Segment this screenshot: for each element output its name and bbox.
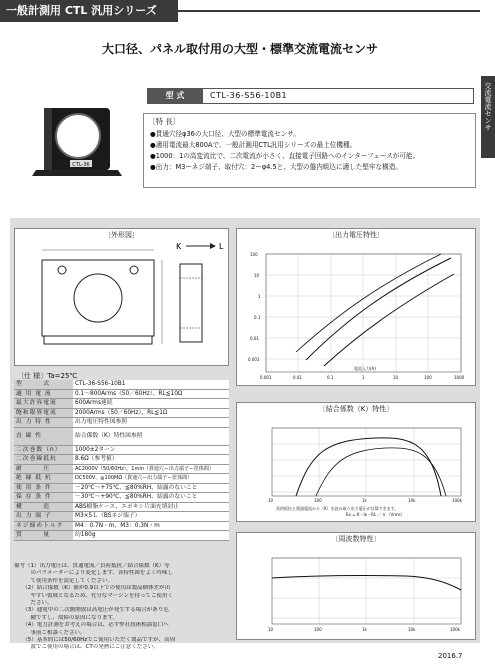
spec-key: 出 力 特 性 xyxy=(14,418,73,428)
spec-key: 質 量 xyxy=(14,531,73,541)
table-row xyxy=(14,399,229,409)
side-label: 交流電流センサ xyxy=(484,82,492,131)
note-line: （4）電力計測をお考えの場合は、必ず弊社技術相談窓口へ xyxy=(14,622,169,629)
table-row xyxy=(14,445,229,455)
note-line: （3）通電中の二次側開放は高電圧が発生する場合があり危 xyxy=(14,607,169,614)
note-line: 備考（1）出力電圧は、貫通電流／負荷抵抗／結合係数（K）等 xyxy=(14,563,170,569)
spec-value: 600Arms連続 xyxy=(73,399,229,409)
x-tick: 1000 xyxy=(454,375,465,380)
y-tick: 0.001 xyxy=(248,357,260,362)
table-row xyxy=(14,483,229,493)
table-row xyxy=(14,380,229,389)
note-line: やすい領域となるため、充分なマージンを持ってご使用く xyxy=(14,592,174,599)
note-line: （5）基本的には50/60Hzでご使用いただく製品ですが、高周 xyxy=(14,637,176,644)
table-row xyxy=(14,474,229,484)
spec-key: 構 造 xyxy=(14,502,73,512)
spec-title: 〔仕 様〕Ta=25℃ xyxy=(17,372,78,380)
chart-caption: Eo = K・Io・RL ／ n （Vrms） xyxy=(346,512,405,517)
spec-value: 約180g xyxy=(73,531,229,541)
x-tick: 10 xyxy=(268,498,274,503)
x-tick: 1k xyxy=(362,627,367,632)
table-row xyxy=(14,427,229,445)
page-title: 大口径、パネル取付用の大型・標準交流電流センサ xyxy=(101,42,378,56)
spec-key: 適 用 電 流 xyxy=(14,389,73,399)
view-label-l: L xyxy=(219,242,224,251)
x-tick: 100 xyxy=(314,498,322,503)
spec-key: 最大許容電流 xyxy=(14,399,73,409)
feature-item: ●出力：M3ーネジ端子、取付穴：2ーφ4.5と、大型の盤内組込に適した堅牢な構造。 xyxy=(150,163,402,171)
x-tick: 100k xyxy=(452,498,462,503)
y-tick: 10 xyxy=(254,273,260,278)
spec-key: 直 線 性 xyxy=(14,427,73,445)
spec-value: 2000Arms（50／60Hz）、RL≦1Ω xyxy=(73,408,229,418)
note-line: 波でご使用の場合は、CTの発熱にご注意ください。 xyxy=(14,644,159,651)
table-row xyxy=(14,455,229,465)
spec-value: 0.1～800Arms（50／60Hz）、RL≦10Ω xyxy=(73,389,229,399)
spec-key: 二次巻線抵抗 xyxy=(14,455,73,465)
x-tick: 10k xyxy=(408,627,416,632)
freq-chart-title: 〔周波数特性〕 xyxy=(331,535,381,543)
x-tick: 0.01 xyxy=(293,375,302,380)
spec-key: 使 用 条 件 xyxy=(14,483,73,493)
spec-value: 出力電圧特性図参照 xyxy=(73,418,229,428)
x-tick: 10 xyxy=(268,627,274,632)
note-line: て使用条件を設定してください。 xyxy=(14,577,114,584)
spec-value: M3×5Ｌ（BSネジ端子） xyxy=(73,512,229,522)
x-tick: 1 xyxy=(362,375,365,380)
x-tick: 1k xyxy=(362,498,367,503)
x-tick: 100k xyxy=(450,627,460,632)
output-chart xyxy=(236,240,476,384)
spec-key: 型 式 xyxy=(14,380,73,389)
freq-chart xyxy=(236,544,476,638)
y-tick: 1 xyxy=(258,294,261,299)
note-line: ださい。 xyxy=(14,600,53,607)
y-tick: 0.01 xyxy=(250,336,259,341)
spec-value: M4：0.7N・m、M3：0.3N・m xyxy=(73,521,229,531)
spec-key: 飽和限界電流 xyxy=(14,408,73,418)
sensor-photo xyxy=(18,100,128,182)
x-tick: 0.1 xyxy=(327,375,334,380)
spec-key: 絶 縁 抵 抗 xyxy=(14,474,73,484)
features-title: 〔特 長〕 xyxy=(148,117,181,126)
table-row xyxy=(14,389,229,399)
spec-value: 1000±2ターン xyxy=(73,445,229,455)
feature-item: ●適用電流最大800Aで、一般計測用CTL汎用シリーズの最上位機種。 xyxy=(150,141,357,149)
series-header: 一般計測用 CTL 汎用シリーズ xyxy=(0,0,178,22)
chart-caption: 負荷抵抗と貫通電流から（K）を読み取り出力電圧が計算できます。 xyxy=(276,506,399,511)
photo-label: CTL-36 xyxy=(72,162,90,168)
outline-drawing xyxy=(14,238,229,364)
notes xyxy=(14,563,229,652)
note-line: 事前ご相談ください。 xyxy=(14,629,86,636)
header-rule xyxy=(178,10,480,12)
note-line: 険ですし、故障の原因になります。 xyxy=(14,614,119,621)
spec-key: 二次巻数（n） xyxy=(14,445,73,455)
model-key: 型 式 xyxy=(147,88,203,104)
spec-value: 8.6Ω（参考値） xyxy=(73,455,229,465)
x-tick: 100 xyxy=(314,627,322,632)
x-tick: 10 xyxy=(393,375,399,380)
spec-key: ネジ締めトルク xyxy=(14,521,73,531)
spec-key: 耐 圧 xyxy=(14,464,73,474)
feature-item: ●貫通穴径φ36の大口径、大型の標準電流センサ。 xyxy=(150,130,300,138)
table-row xyxy=(14,531,229,541)
table-row xyxy=(14,512,229,522)
coupling-chart-title: 〔結合係数（K）特性〕 xyxy=(318,405,394,413)
note-line: のパラメーターにより変化します。各特性図をよく吟味し xyxy=(14,570,173,577)
x-tick: 10k xyxy=(408,498,416,503)
coupling-chart xyxy=(236,412,476,520)
output-chart-title: 〔出力電圧特性〕 xyxy=(328,231,384,239)
footer-date: 2016.7 xyxy=(438,652,463,660)
x-tick: 100 xyxy=(424,375,432,380)
table-row xyxy=(14,418,229,428)
table-row xyxy=(14,408,229,418)
table-row xyxy=(14,464,229,474)
table-row xyxy=(14,502,229,512)
y-tick: 0.1 xyxy=(254,315,261,320)
spec-key: 出 力 端 子 xyxy=(14,512,73,522)
spec-value: －30℃～+90℃、≦80%RH、結露のないこと xyxy=(73,493,229,503)
spec-value: DC500V、≧100MΩ（貫通穴ー出力端子ー筐体間） xyxy=(73,474,229,484)
table-row xyxy=(14,493,229,503)
spec-value: AC2000V（50/60Hz）、1min（貫通穴ー出力端子ー筐体間） xyxy=(73,464,229,474)
model-value: CTL-36-S56-10B1 xyxy=(210,91,288,100)
x-axis-label: 電流入力(A) xyxy=(354,366,376,371)
feature-item: ●1000：1の高変流比で、二次電流が小さく、直接電子回路へのインターフェースが可能。 xyxy=(150,152,420,160)
note-line: （2）結合係数（K）値が0.9以下での使用は製品個体差が出 xyxy=(14,585,171,592)
spec-table xyxy=(14,380,229,541)
spec-value: 結合係数（K）特性図参照 xyxy=(73,427,229,445)
x-tick: 0.001 xyxy=(260,375,272,380)
view-label-k: K xyxy=(176,242,182,251)
spec-key: 保 存 条 件 xyxy=(14,493,73,503)
spec-value: －20℃～+75℃、≦80%RH、結露のないこと xyxy=(73,483,229,493)
spec-value: CTL-36-S56-10B1 xyxy=(73,380,229,389)
spec-value: ABS樹脂ケース、エポキシ片面充填封止 xyxy=(73,502,229,512)
outline-title: 〔外形図〕 xyxy=(104,231,139,239)
table-row xyxy=(14,521,229,531)
y-tick: 100 xyxy=(250,252,258,257)
